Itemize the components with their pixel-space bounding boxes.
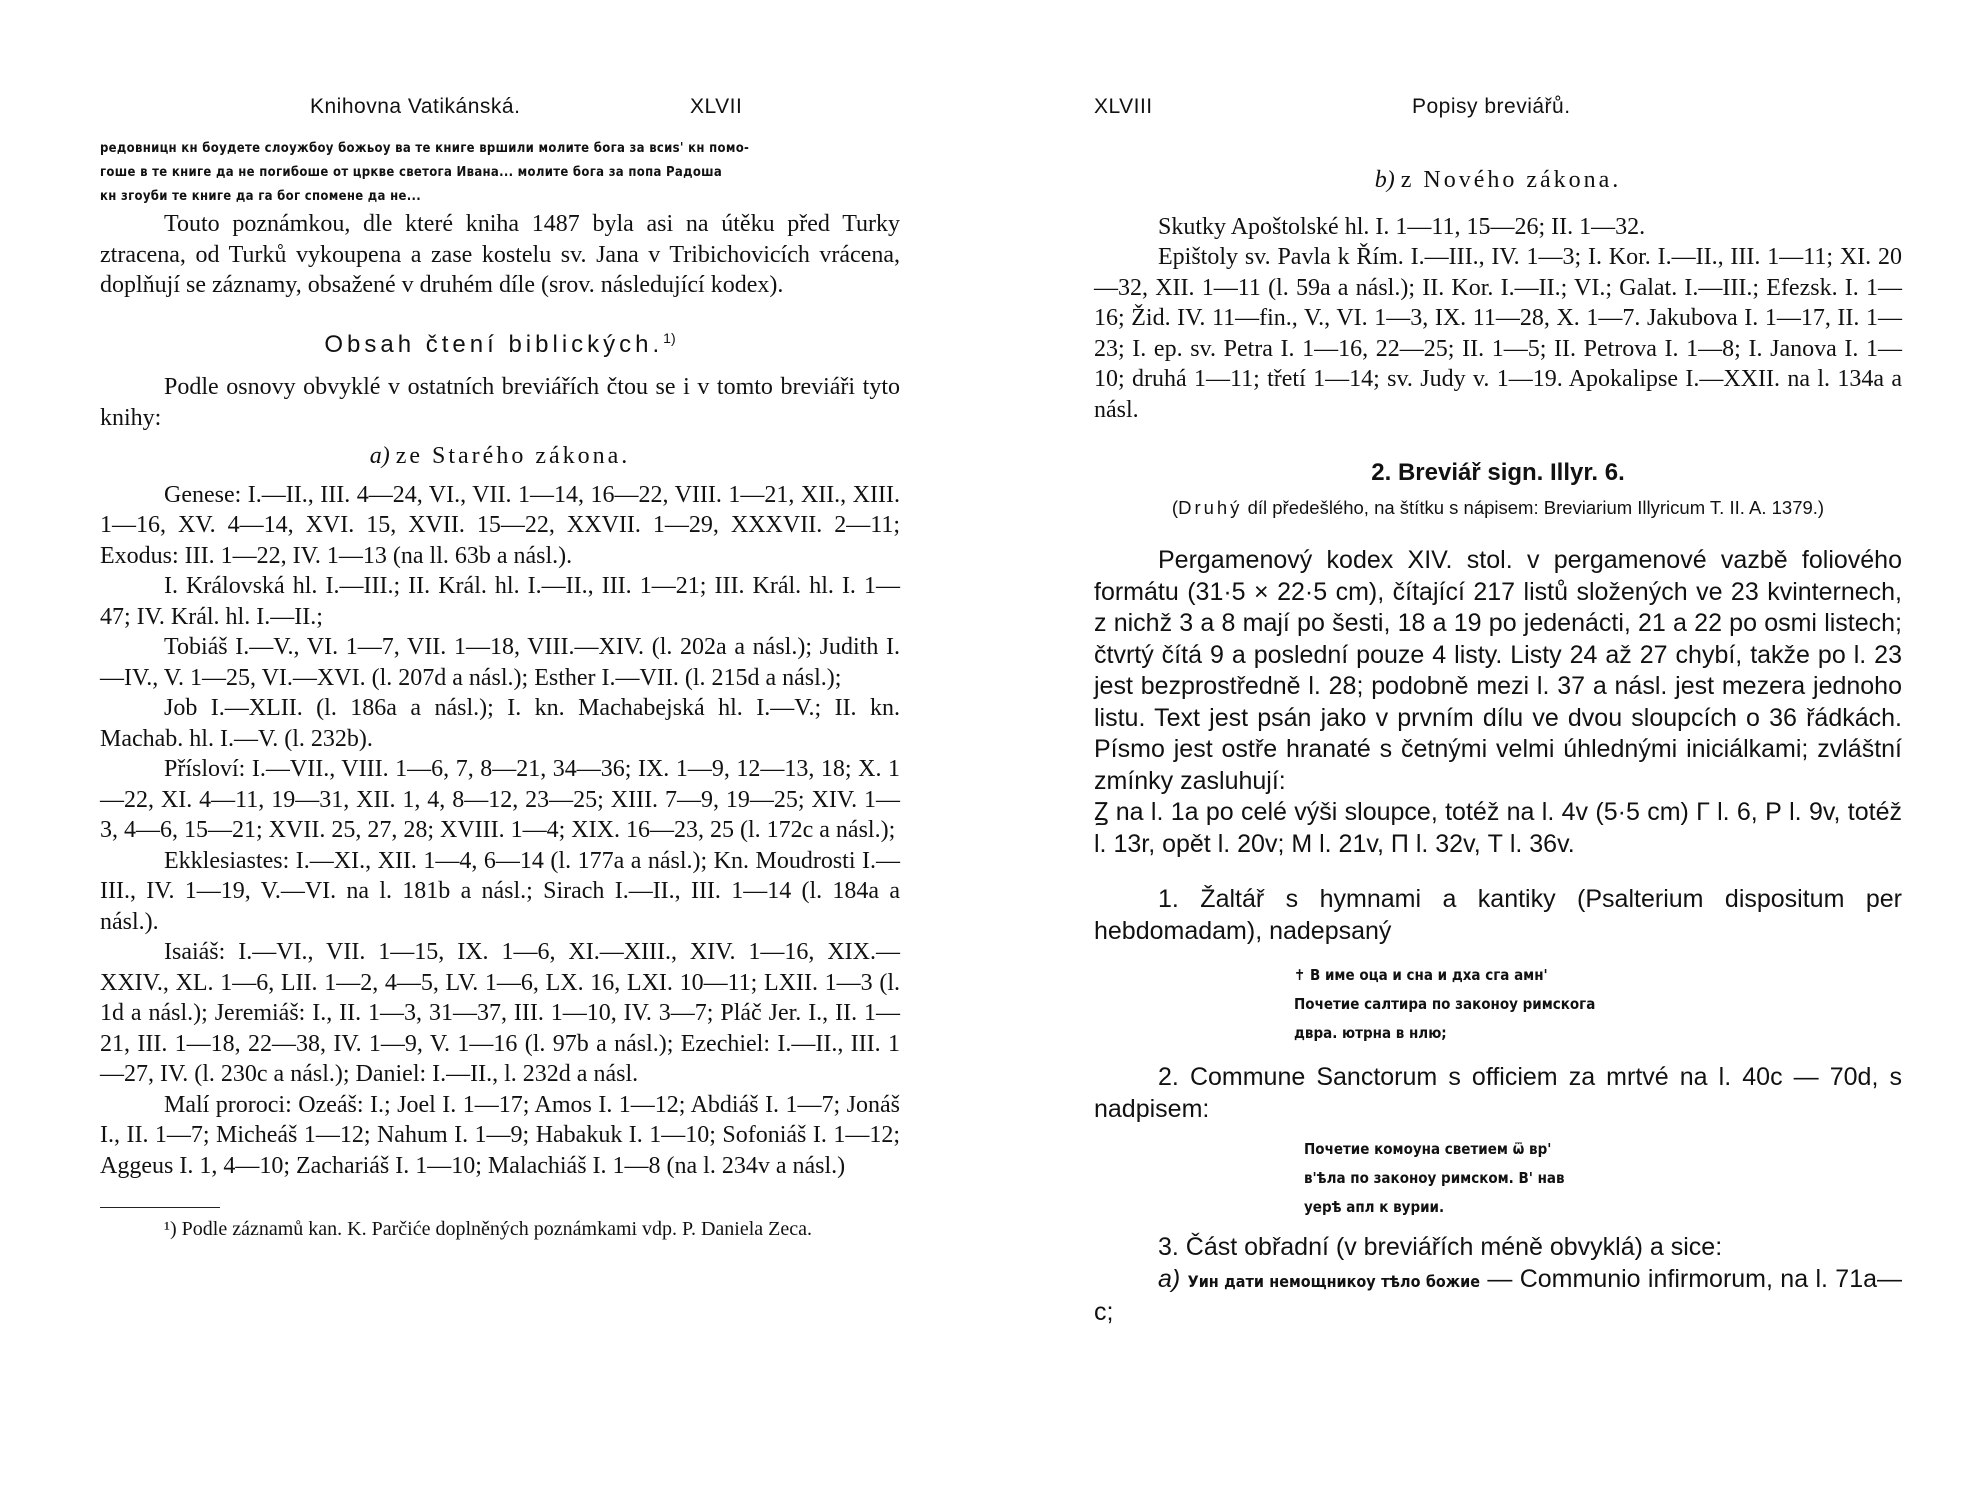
- footnote: [100, 1216, 900, 1242]
- incipit-line: Почетие комоуна светием ѿ вр': [1304, 1140, 1552, 1158]
- item3a-glagolitic: Уин дати немощникоу тѣло божие: [1187, 1271, 1480, 1291]
- reading-entry: Ekklesiastes: I.—XI., XII. 1—4, 6—14 (l. 177a a násl.); Kn. Moudrosti I.—III., IV. 1—19, V.—VI. na l. 181b a násl.; Sirach I.—II., III. 1—14 (l. 184a a násl.).: [100, 847, 900, 935]
- left-body: [100, 209, 900, 1181]
- section2-subtitle-text: díl předešlého, na štítku s nápisem: Breviarium Illyricum T. II. A. 1379.: [1247, 497, 1818, 518]
- sub-a-text: ze Starého zákona.: [395, 443, 631, 469]
- incipit-psalter: [1294, 961, 1902, 1048]
- incipit-line: ✝ В име оца и сна и дха сга амн': [1294, 966, 1548, 984]
- footnote-rule: [100, 1207, 220, 1208]
- item3a-label: a): [1158, 1264, 1181, 1293]
- reading-entry: Job I.—XLII. (l. 186a a násl.); I. kn. Machabejská hl. I.—V.; II. kn. Machab. hl. I.—V. (l. 232b).: [100, 695, 900, 752]
- nt-entry: Skutky Apoštolské hl. I. 1—11, 15—26; II. 1—32.: [1158, 213, 1646, 240]
- right-running-header: [1094, 95, 1902, 135]
- right-page: [1094, 95, 1902, 1329]
- left-header-title: Knihovna Vatikánská.: [310, 95, 521, 118]
- reading-entry: Tobiáš I.—V., VI. 1—7, VII. 1—18, VIII.—XIV. (l. 202a a násl.); Judith I.—IV., V. 1—25, VI.—XVI. (l. 207d a násl.); Esther I.—VII. (l. 215d a násl.);: [100, 634, 900, 691]
- left-running-header: [100, 95, 900, 135]
- section-heading-footnote-mark: 1): [663, 329, 676, 346]
- glagolitic-line: редовницн кн боудете слоужбоу божьоу ва те книге вршили молите бога за всиѕ' кн помо-: [100, 141, 750, 156]
- incipit-commune: [1304, 1135, 1902, 1222]
- section-heading: [100, 323, 900, 361]
- left-header-page-number: XLVII: [690, 95, 743, 118]
- footnote-mark: ¹): [164, 1218, 177, 1240]
- reading-entry: Genese: I.—II., III. 4—24, VI., VII. 1—14, 16—22, VIII. 1—21, XII., XIII. 1—16, XV. 4—14, XVI. 15, XVII. 15—22, XXVII. 1—29, XXXVII. 2—11; Exodus: III. 1—22, IV. 1—13 (na ll. 63b a násl.).: [100, 481, 900, 569]
- section-heading-text: Obsah čtení biblických.: [324, 330, 664, 358]
- section2-subtitle: (Druhý díl předešlého, na štítku s nápisem: Breviarium Illyricum T. II. A. 1379.): [1171, 497, 1825, 518]
- footnote-text: Podle záznamů kan. K. Parčiće doplněných poznámkami vdp. P. Daniela Zeca.: [181, 1218, 812, 1240]
- incipit-line: двра. ютрна в нлю;: [1294, 1024, 1447, 1042]
- section2-title: 2. Breviář sign. Illyr. 6.: [1371, 459, 1625, 486]
- contents-item-2: 2. Commune Sanctorum s officiem za mrtvé na l. 40c — 70d, s nadpisem:: [1094, 1063, 1902, 1123]
- reading-entry: I. Královská hl. I.—III.; II. Král. hl. I.—II., III. 1—21; III. Král. hl. I. 1—47; IV. Král. hl. I.—II.;: [100, 573, 900, 630]
- contents-item-3a: [1094, 1264, 1902, 1329]
- sub-b-text: z Nového zákona.: [1400, 167, 1622, 193]
- right-body-description: [1094, 545, 1902, 1329]
- right-header-page-number: XLVIII: [1094, 95, 1153, 118]
- codex-description: Pergamenový kodex XIV. stol. v pergamenové vazbě foliového formátu (31·5 × 22·5 cm), čítající 217 listů složených ve 23 kvinternech, z nichž 3 a 8 mají po šesti, 18 a 19 po jedenácti, 21 a 22 po osmi listech; čtvrtý čítá 9 a poslední pouze 4 listy. Listy 24 až 27 chybí, takže po l. 23 jest bezprostředně l. 28; podobně mezi l. 37 a násl. jest mezera jednoho listu. Text jest psán jako v prvním dílu ve dvou sloupcích o 36 řádkách. Písmo jest ostře hranaté s četnými velmi úhlednými iniciálkami; zvláštní zmínky zasluhují:: [1094, 546, 1902, 795]
- incipit-line: уерѣ апл к вурии.: [1304, 1198, 1445, 1216]
- right-body-top: [1094, 165, 1902, 425]
- item3a-text: — Communio infirmorum, na l. 71a—c;: [1094, 1264, 1903, 1326]
- left-page: [100, 95, 900, 1242]
- incipit-line: в'ѣла по законоу римском. В' нав: [1304, 1169, 1565, 1187]
- reading-entry: Malí proroci: Ozeáš: I.; Joel I. 1—17; Amos I. 1—12; Abdiáš I. 1—7; Jonáš I., II. 1—7; Micheáš 1—12; Nahum I. 1—9; Habakuk I. 1—10; Sofoniáš I. 1—12; Aggeus I. 1, 4—10; Zachariáš I. 1—10; Malachiáš I. 1—8 (na l. 234v a násl.): [100, 1091, 900, 1179]
- glagolitic-note: [100, 137, 900, 209]
- contents-item-3: 3. Část obřadní (v breviářích méně obvyklá) a sice:: [1158, 1233, 1723, 1261]
- intro-paragraph: Touto poznámkou, dle které kniha 1487 byla asi na útěku před Turky ztracena, od Turků vykoupena a zase kostelu sv. Jana v Tribichovicích vrácena, doplňují se záznamy, obsažené v druhém díle (srov. následující kodex).: [100, 211, 900, 298]
- glagolitic-line: гоше в те книге да не погибоше от цркве светога Ивана... молите бога за попа Радоша: [100, 165, 723, 180]
- contents-item-1: 1. Žaltář s hymnami a kantiky (Psalterium dispositum per hebdomadam), nadepsaný: [1094, 885, 1902, 945]
- section-intro: Podle osnovy obvyklé v ostatních breviářích čtou se i v tomto breviáři tyto knihy:: [100, 374, 900, 431]
- reading-entry: Přísloví: I.—VII., VIII. 1—6, 7, 8—21, 34—36; IX. 1—9, 12—13, 18; X. 1—22, XI. 4—11, 19—31, XII. 1, 4, 8—12, 23—25; XIII. 7—9, 19—25; XIV. 1—3, 4—6, 15—21; XVII. 25, 27, 28; XVIII. 1—4; XIX. 16—23, 25 (l. 172c a násl.);: [100, 756, 900, 843]
- glagolitic-line: кн згоуби те книге да га бог спомене да не...: [100, 189, 421, 204]
- incipit-line: Почетие салтира по законоу римскога: [1294, 995, 1596, 1013]
- section2-subtitle-spaced: Druhý: [1178, 497, 1243, 518]
- old-testament-heading: [100, 441, 900, 472]
- nt-entry: Epištoly sv. Pavla k Řím. I.—III., IV. 1—3; I. Kor. I.—II., III. 1—11; XI. 20—32, XII. 1—11 (l. 59a a násl.); II. Kor. I.—II.; VI.; Galat. I.—III.; Efezsk. I. 1—16; Žid. IV. 11—fin., V., VI. 1—3, IX. 11—28, X. 1—7. Jakubova I. 1—17, II. 1—23; I. ep. sv. Petra I. 1—16, 22—25; II. 1—5; II. Petrova I. 1—8; I. Janova I. 1—10; druhá 1—11; třetí 1—14; sv. Judy v. 1—19. Apokalipse I.—XXII. na l. 134a a násl.: [1094, 244, 1902, 423]
- new-testament-heading: [1094, 165, 1902, 196]
- sub-a-label: a): [369, 443, 390, 469]
- initials-line: Ꙁ na l. 1a po celé výši sloupce, totéž na l. 4v (5·5 cm) Г l. 6, Р l. 9v, totéž l. 13r, opět l. 20v; М l. 21v, П l. 32v, Т l. 36v.: [1094, 798, 1902, 858]
- right-header-title: Popisy breviářů.: [1412, 95, 1571, 118]
- reading-entry: Isaiáš: I.—VI., VII. 1—15, IX. 1—6, XI.—XIII., XIV. 1—16, XIX.—XXIV., XL. 1—6, LII. 1—2, 4—5, LV. 1—6, LX. 16, LXI. 10—11; LXII. 1—3 (l. 1d a násl.); Jeremiáš: I., II. 1—3, 31—37, III. 1—10, IV. 3—7; Pláč Jer. I., II. 1—21, III. 1—18, 22—38, IV. 1—9, V. 1—16 (l. 97b a násl.); Ezechiel: I.—II., III. 1—27, IV. (l. 230c a násl.); Daniel: I.—II., l. 232d a násl.: [100, 939, 900, 1087]
- sub-b-label: b): [1374, 167, 1395, 193]
